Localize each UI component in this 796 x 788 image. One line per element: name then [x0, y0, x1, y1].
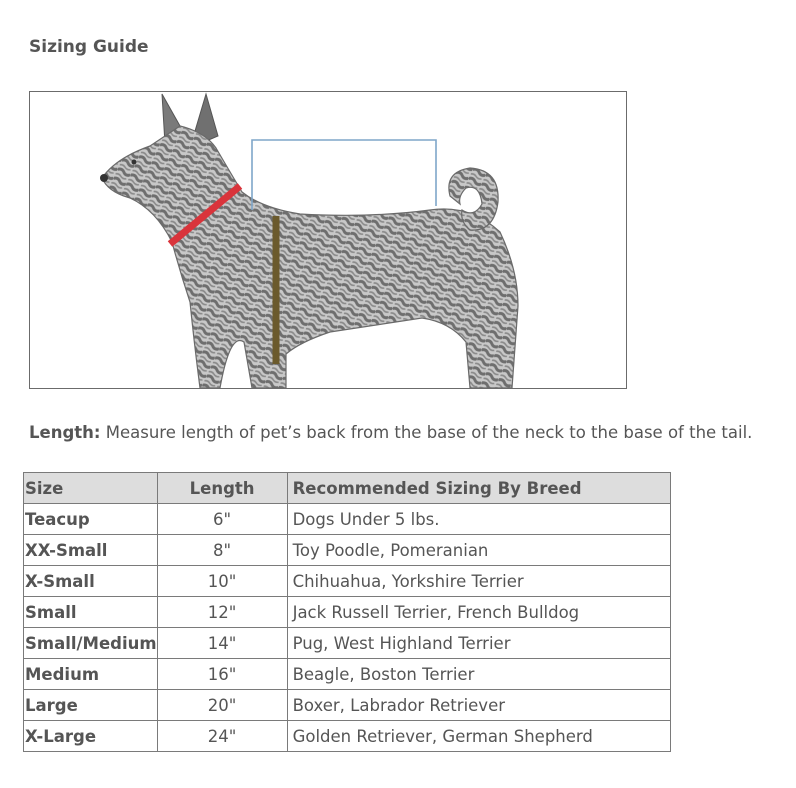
length-cell: 20"	[157, 690, 287, 721]
back-length-bracket	[252, 140, 436, 210]
sizing-table	[23, 472, 671, 752]
breed-cell: Jack Russell Terrier, French Bulldog	[287, 597, 670, 628]
breed-cell: Toy Poodle, Pomeranian	[287, 535, 670, 566]
length-instruction	[29, 423, 752, 442]
table-row	[24, 597, 671, 628]
size-cell: Small/Medium	[24, 628, 158, 659]
table-row	[24, 504, 671, 535]
breed-cell: Boxer, Labrador Retriever	[287, 690, 670, 721]
breed-cell: Dogs Under 5 lbs.	[287, 504, 670, 535]
header-breed: Recommended Sizing By Breed	[287, 473, 670, 504]
size-cell: Teacup	[24, 504, 158, 535]
table-header-row	[24, 473, 671, 504]
length-instruction-label: Length:	[29, 423, 101, 442]
breed-cell: Beagle, Boston Terrier	[287, 659, 670, 690]
table-row	[24, 628, 671, 659]
dog-eye	[132, 160, 137, 165]
table-row	[24, 721, 671, 752]
size-cell: X-Large	[24, 721, 158, 752]
breed-cell: Pug, West Highland Terrier	[287, 628, 670, 659]
dog-measurement-illustration	[29, 91, 627, 389]
page-title: Sizing Guide	[29, 37, 149, 57]
breed-cell: Golden Retriever, German Shepherd	[287, 721, 670, 752]
size-cell: Large	[24, 690, 158, 721]
length-cell: 12"	[157, 597, 287, 628]
header-length: Length	[157, 473, 287, 504]
table-row	[24, 535, 671, 566]
length-cell: 10"	[157, 566, 287, 597]
size-cell: Medium	[24, 659, 158, 690]
size-cell: X-Small	[24, 566, 158, 597]
dog-nose	[100, 174, 108, 182]
length-cell: 14"	[157, 628, 287, 659]
header-size: Size	[24, 473, 158, 504]
length-cell: 16"	[157, 659, 287, 690]
size-cell: XX-Small	[24, 535, 158, 566]
table-row	[24, 690, 671, 721]
length-cell: 8"	[157, 535, 287, 566]
table-row	[24, 566, 671, 597]
dog-body	[102, 126, 518, 388]
length-instruction-text: Measure length of pet’s back from the base of the neck to the base of the tail.	[100, 423, 753, 442]
size-cell: Small	[24, 597, 158, 628]
length-cell: 6"	[157, 504, 287, 535]
dog-silhouette	[100, 94, 518, 388]
table-row	[24, 659, 671, 690]
length-cell: 24"	[157, 721, 287, 752]
breed-cell: Chihuahua, Yorkshire Terrier	[287, 566, 670, 597]
dog-illustration-svg	[30, 92, 626, 388]
